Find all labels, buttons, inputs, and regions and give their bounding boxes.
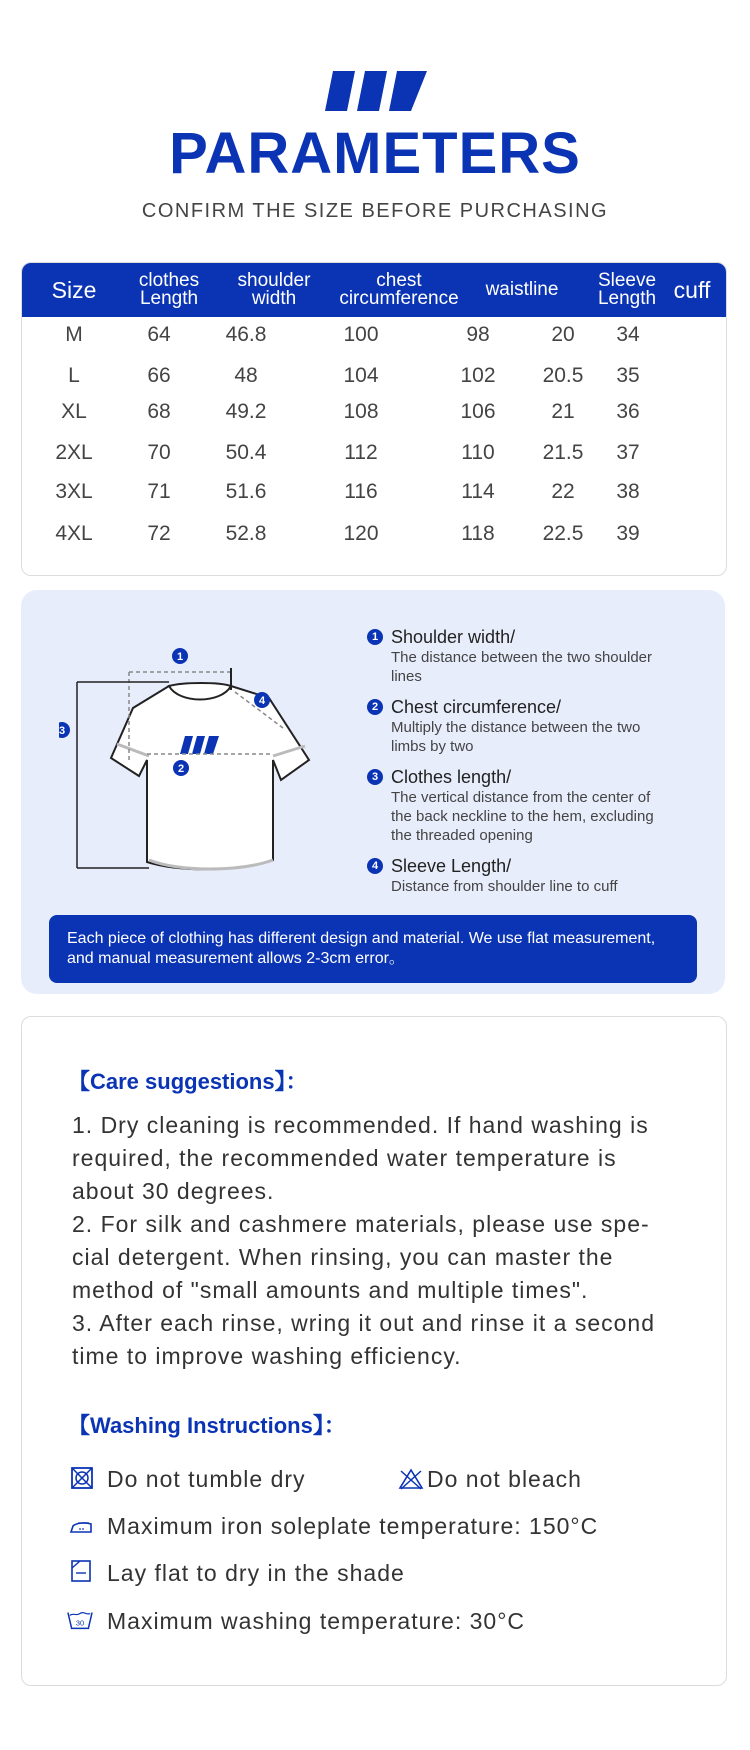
definition-chest-circumference: 2 Chest circumference/ Multiply the distance between the two limbs by two <box>367 696 707 756</box>
table-cell: 98 <box>466 323 490 346</box>
measurement-note: Each piece of clothing has different design and material. We use flat measurement, and manual measurement allows 2-3cm error。 <box>49 915 697 983</box>
size-label-cell: 4XL <box>55 522 93 545</box>
no-tumble-dry-label: Do not tumble dry <box>107 1466 306 1492</box>
size-label-cell: 3XL <box>55 480 93 503</box>
table-cell: 48 <box>234 364 258 387</box>
marker-4: 4 <box>367 858 383 874</box>
care-card <box>21 1016 727 1686</box>
lay-flat-label: Lay flat to dry in the shade <box>107 1560 405 1586</box>
measurement-guide-panel <box>21 590 725 994</box>
table-cell: 20 <box>551 323 575 346</box>
table-cell: 70 <box>147 441 171 464</box>
table-cell: 110 <box>461 441 495 464</box>
wash-30-icon <box>67 1607 93 1633</box>
iron-label: Maximum iron soleplate temperature: 150°C <box>107 1513 599 1539</box>
table-cell: 20.5 <box>542 364 584 387</box>
table-cell: 50.4 <box>225 441 267 464</box>
marker-3: 3 <box>367 769 383 785</box>
column-header-waistline: waistline <box>485 279 559 300</box>
column-header-sleeve-length: Sleeve Length <box>597 270 657 309</box>
table-cell: 36 <box>616 400 640 423</box>
table-cell: 112 <box>344 441 378 464</box>
table-cell: 21 <box>551 400 575 423</box>
lay-flat-dry-icon <box>70 1559 96 1585</box>
definition-shoulder-width: 1 Shoulder width/ The distance between the two shoulder lines <box>367 626 707 686</box>
care-text: 1. Dry cleaning is recommended. If hand washing is required, the recommended water temperature is about 30 degrees. 2. For silk and cashmere materials, please use spe- cial detergent. When rinsing, you can master the method of "small amounts and multiple times". 3. After each rinse, wring it out and rinse it a second time to improve washing efficiency. <box>72 1112 656 1369</box>
size-label-cell: XL <box>61 400 87 423</box>
table-cell: 52.8 <box>225 522 267 545</box>
no-tumble-dry-icon <box>70 1466 96 1492</box>
definition-sleeve-length: 4 Sleeve Length/ Distance from shoulder line to cuff <box>367 855 707 896</box>
page-subtitle: CONFIRM THE SIZE BEFORE PURCHASING <box>141 200 609 222</box>
table-cell: 100 <box>343 323 379 346</box>
marker-1: 1 <box>367 629 383 645</box>
table-cell: 68 <box>147 400 171 423</box>
table-cell: 46.8 <box>225 323 267 346</box>
column-header-cuff: cuff <box>673 277 711 303</box>
table-cell: 108 <box>343 400 379 423</box>
table-cell: 71 <box>147 480 171 503</box>
table-cell: 116 <box>344 480 378 503</box>
table-cell: 51.6 <box>225 480 267 503</box>
svg-text:3: 3 <box>59 725 66 737</box>
svg-text:1: 1 <box>176 651 184 663</box>
table-cell: 49.2 <box>225 400 267 423</box>
size-table <box>21 262 727 576</box>
table-cell: 34 <box>616 323 640 346</box>
no-bleach-label: Do not bleach <box>427 1466 582 1492</box>
svg-text:2: 2 <box>177 763 185 775</box>
wash-temp-label: Maximum washing temperature: 30°C <box>107 1608 526 1634</box>
table-cell: 114 <box>461 480 495 503</box>
size-label-cell: L <box>68 364 80 387</box>
table-cell: 22 <box>551 480 575 503</box>
table-cell: 39 <box>616 522 640 545</box>
table-cell: 72 <box>147 522 171 545</box>
size-label-cell: M <box>65 323 83 346</box>
size-table-header <box>22 263 726 317</box>
no-bleach-icon <box>398 1467 424 1493</box>
table-cell: 38 <box>616 480 640 503</box>
table-cell: 37 <box>616 441 640 464</box>
table-cell: 104 <box>343 364 379 387</box>
care-heading: 【Care suggestions】： <box>68 1069 308 1094</box>
column-header-shoulder-width: shoulder width <box>237 270 311 309</box>
column-header-size: Size <box>51 277 97 303</box>
brand-logo-icon <box>325 71 427 111</box>
table-cell: 64 <box>147 323 171 346</box>
tshirt-diagram-icon <box>59 610 359 890</box>
measurement-definitions <box>367 626 707 906</box>
page-title: PARAMETERS <box>169 121 581 186</box>
definition-clothes-length: 3 Clothes length/ The vertical distance from the center of the back neckline to the hem, excluding the threaded opening <box>367 766 707 845</box>
svg-text:30: 30 <box>75 1618 85 1628</box>
table-cell: 102 <box>460 364 496 387</box>
table-cell: 106 <box>460 400 496 423</box>
table-cell: 66 <box>147 364 171 387</box>
marker-2: 2 <box>367 699 383 715</box>
table-cell: 22.5 <box>542 522 584 545</box>
table-cell: 120 <box>343 522 379 545</box>
table-cell: 21.5 <box>542 441 584 464</box>
iron-icon <box>68 1512 94 1538</box>
column-header-chest-circumference: chest circumference <box>339 270 459 309</box>
washing-heading: 【Washing Instructions】： <box>68 1413 346 1438</box>
column-header-clothes-length: clothes Length <box>138 270 200 309</box>
svg-text:4: 4 <box>258 695 266 707</box>
table-cell: 118 <box>461 522 495 545</box>
table-cell: 35 <box>616 364 640 387</box>
size-label-cell: 2XL <box>55 441 93 464</box>
